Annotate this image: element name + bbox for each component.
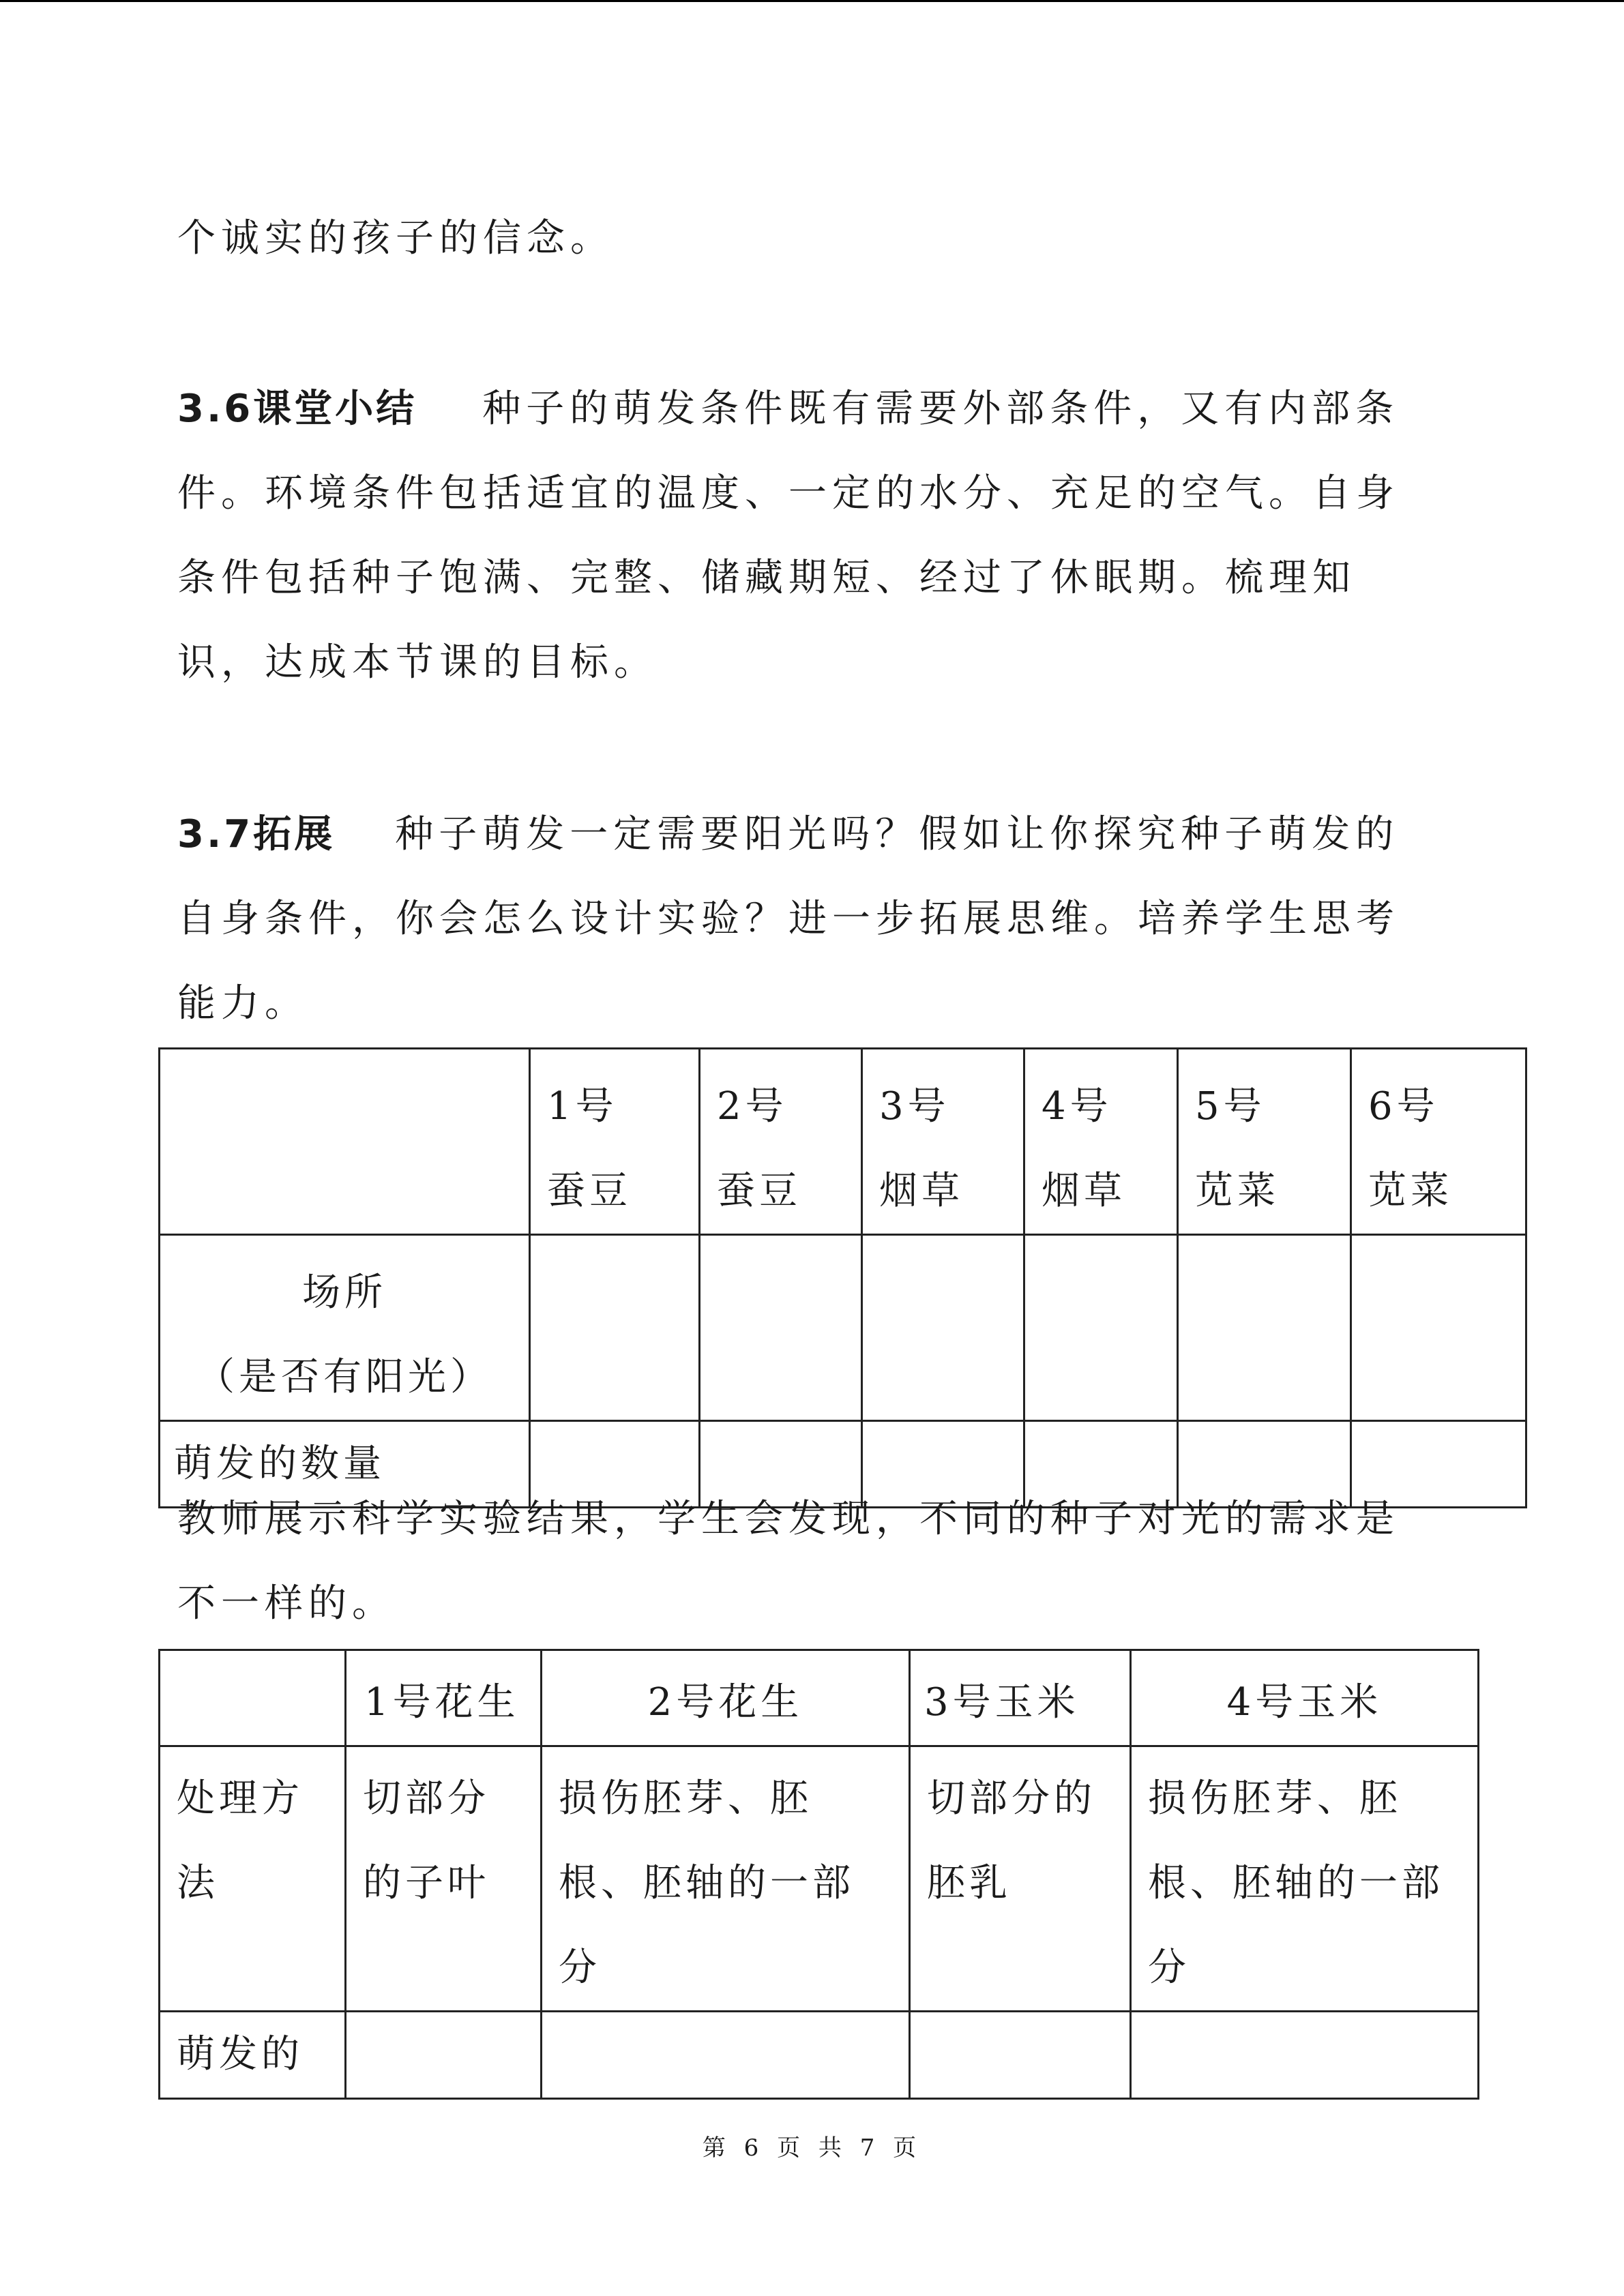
table-cell bbox=[346, 2012, 542, 2099]
table-cell bbox=[1351, 1235, 1526, 1421]
table-cell bbox=[1351, 1421, 1526, 1508]
table-cell bbox=[700, 1421, 862, 1508]
table-cell bbox=[910, 2012, 1131, 2099]
row-label-germination: 萌发的 bbox=[160, 2012, 346, 2099]
table-cell bbox=[530, 1235, 700, 1421]
table-cell bbox=[530, 1421, 700, 1508]
table-header-row bbox=[160, 1650, 1479, 1746]
table-row bbox=[160, 1746, 1479, 2012]
table-row bbox=[160, 1235, 1526, 1421]
section-3-6-text-1: 种子的萌发条件既有需要外部条件，又有内部条 bbox=[482, 387, 1400, 431]
page-top-border bbox=[0, 0, 1624, 2]
table-cell bbox=[1178, 1421, 1351, 1508]
table-cell: 损伤胚芽、胚 根、胚轴的一部 分 bbox=[1131, 1746, 1479, 2012]
table-cell bbox=[1024, 1421, 1178, 1508]
table-cell bbox=[160, 1049, 530, 1235]
paragraph-after-table-1-line-2: 不一样的。 bbox=[177, 1581, 396, 1626]
table-header-cell: 4号 烟草 bbox=[1024, 1049, 1178, 1235]
table-row bbox=[160, 1421, 1526, 1508]
table-header-cell: 5号 苋菜 bbox=[1178, 1049, 1351, 1235]
section-3-6-heading: 3.6课堂小结 bbox=[177, 387, 417, 431]
light-experiment-table bbox=[158, 1047, 1527, 1508]
table-cell bbox=[1131, 2012, 1479, 2099]
section-3-6-line-3: 条件包括种子饱满、完整、储藏期短、经过了休眠期。梳理知 bbox=[177, 556, 1356, 600]
table-cell bbox=[542, 2012, 910, 2099]
paragraph-continuation: 个诚实的孩子的信念。 bbox=[177, 216, 614, 260]
row-label-count: 萌发的数量 bbox=[160, 1421, 530, 1508]
section-3-6-line-1 bbox=[177, 387, 1399, 431]
section-3-6-line-2: 件。环境条件包括适宜的温度、一定的水分、充足的空气。自身 bbox=[177, 471, 1400, 516]
table-cell: 切部分 的子叶 bbox=[346, 1746, 542, 2012]
table-header-cell: 1号 蚕豆 bbox=[530, 1049, 700, 1235]
section-3-7-text-1: 种子萌发一定需要阳光吗？假如让你探究种子萌发的 bbox=[395, 812, 1400, 856]
table-header-cell: 6号 苋菜 bbox=[1351, 1049, 1526, 1235]
table-cell bbox=[1024, 1235, 1178, 1421]
table-header-row bbox=[160, 1049, 1526, 1235]
table-header-cell: 2号 蚕豆 bbox=[700, 1049, 862, 1235]
section-3-7-line-3: 能力。 bbox=[177, 981, 308, 1026]
table-header-cell: 1号花生 bbox=[346, 1650, 542, 1746]
table-cell bbox=[1178, 1235, 1351, 1421]
section-3-7-line-1 bbox=[177, 813, 1399, 856]
section-3-7-line-2: 自身条件，你会怎么设计实验？进一步拓展思维。培养学生思考 bbox=[177, 897, 1400, 941]
section-3-7-heading: 3.7拓展 bbox=[177, 812, 336, 856]
section-3-6-line-4: 识，达成本节课的目标。 bbox=[177, 640, 658, 685]
table-row bbox=[160, 2012, 1479, 2099]
table-cell bbox=[160, 1650, 346, 1746]
page-footer: 第 6 页 共 7 页 bbox=[702, 2134, 922, 2162]
table-header-cell: 2号花生 bbox=[542, 1650, 910, 1746]
self-condition-experiment-table bbox=[158, 1649, 1479, 2100]
row-label-method: 处理方 法 bbox=[160, 1746, 346, 2012]
row-label-place: 场所 （是否有阳光） bbox=[160, 1235, 530, 1421]
table-cell: 切部分的 胚乳 bbox=[910, 1746, 1131, 2012]
table-cell: 损伤胚芽、胚 根、胚轴的一部 分 bbox=[542, 1746, 910, 2012]
table-header-cell: 4号玉米 bbox=[1131, 1650, 1479, 1746]
table-cell bbox=[862, 1421, 1024, 1508]
table-header-cell: 3号玉米 bbox=[910, 1650, 1131, 1746]
table-header-cell: 3号 烟草 bbox=[862, 1049, 1024, 1235]
paragraph-after-table-1-line-1: 教师展示科学实验结果，学生会发现，不同的种子对光的需求是 bbox=[177, 1497, 1400, 1541]
table-cell bbox=[862, 1235, 1024, 1421]
table-cell bbox=[700, 1235, 862, 1421]
